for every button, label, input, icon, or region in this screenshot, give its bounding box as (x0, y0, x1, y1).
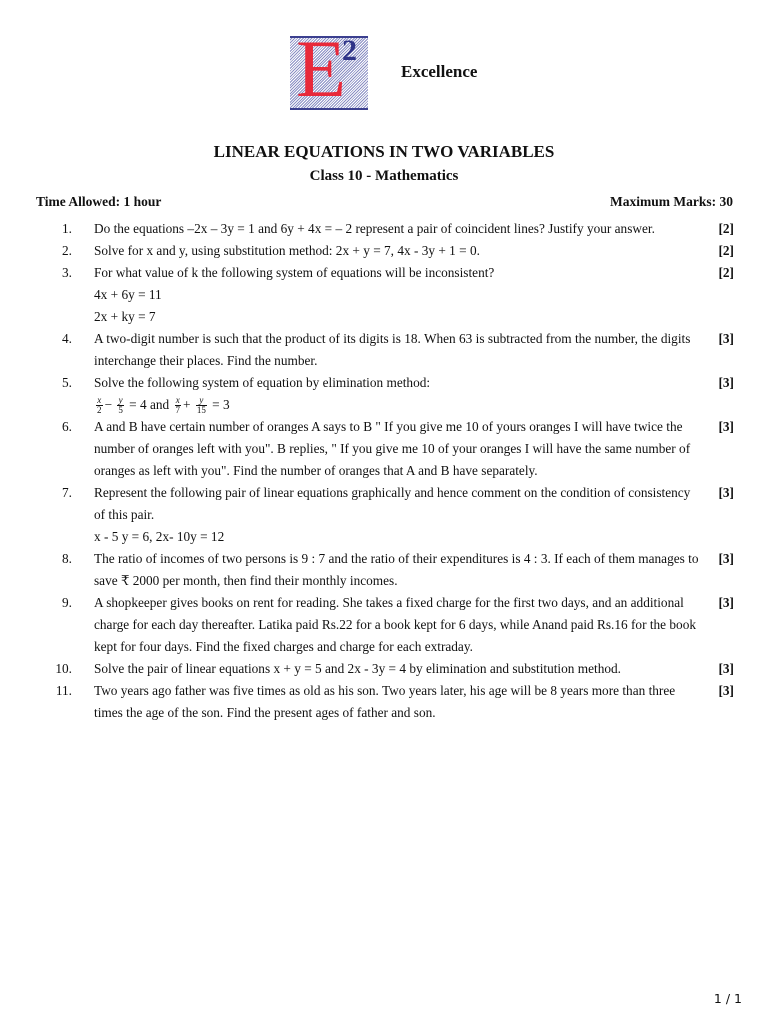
question-10 (36, 658, 734, 680)
question-marks: [3] (718, 551, 734, 566)
fraction: $\frac{x}{2}$ (97, 395, 102, 416)
question-text: Do the equations –2x – 3y = 1 and 6y + 4x = – 2 represent a pair of coincident lines? Justify your answer. (94, 221, 655, 236)
question-text: Two years ago father was five times as old as his son. Two years later, his age will be 8 years more than three times the age of the son. Find the present ages of father and son. (94, 683, 676, 720)
question-7 (36, 482, 734, 548)
question-text: A two-digit number is such that the product of its digits is 18. When 63 is subtracted from the number, the digits interchange their places. Find the number. (94, 331, 691, 368)
question-number: 7. (62, 485, 72, 500)
question-marks: [3] (718, 331, 734, 346)
equation-line: x - 5 y = 6, 2x- 10y = 12 (94, 529, 225, 544)
question-8 (36, 548, 734, 592)
question-number: 9. (62, 595, 72, 610)
math-operator: + (183, 397, 191, 412)
question-body (94, 482, 704, 548)
question-marks: [2] (718, 265, 734, 280)
question-number: 2. (62, 243, 72, 258)
math-equals: = 4 (129, 397, 147, 412)
question-1 (36, 218, 734, 240)
equation-line: 2x + ky = 7 (94, 309, 156, 324)
question-text: A and B have certain number of oranges A says to B " If you give me 10 of yours oranges I will have twice the number of oranges left with you". B replies, " If you give me 10 of your oranges I will have the same number of oranges as left with you". Find the number of oranges that A and B have separately. (94, 419, 691, 478)
document-subtitle: Class 10 - Mathematics (309, 168, 459, 184)
question-marks: [3] (718, 683, 734, 698)
question-text: Represent the following pair of linear equations graphically and hence comment on the condition of consistency of this pair. (94, 485, 691, 522)
question-list (36, 218, 734, 724)
question-5 (36, 372, 734, 416)
fraction: $\frac{y}{5}$ (118, 395, 123, 416)
question-body (94, 262, 704, 328)
question-number: 8. (62, 551, 72, 566)
fraction: $\frac{x}{7}$ (175, 395, 180, 416)
question-number: 5. (62, 375, 72, 390)
question-text: The ratio of incomes of two persons is 9 : 7 and the ratio of their expenditures is 4 : 3. If each of them manages to save ₹ 2000 per month, then find their monthly incomes. (94, 551, 699, 588)
question-number: 3. (62, 265, 72, 280)
page-number: 1 / 1 (713, 991, 742, 1006)
question-marks: [3] (718, 419, 734, 434)
math-equations (94, 394, 704, 416)
document-title: LINEAR EQUATIONS IN TWO VARIABLES (213, 142, 555, 161)
question-4 (36, 328, 734, 372)
question-2 (36, 240, 734, 262)
maximum-marks: Maximum Marks: 30 (610, 194, 733, 209)
question-marks: [3] (718, 595, 734, 610)
question-11 (36, 680, 734, 724)
math-conjunction: and (149, 397, 170, 412)
question-text: For what value of k the following system of equations will be inconsistent? (94, 265, 495, 280)
question-number: 1. (62, 221, 72, 236)
question-6 (36, 416, 734, 482)
time-allowed: Time Allowed: 1 hour (36, 194, 162, 209)
logo-letter: E (296, 36, 347, 110)
question-marks: [3] (718, 661, 734, 676)
question-number: 11. (55, 683, 72, 698)
question-marks: [3] (718, 375, 734, 390)
question-body (94, 372, 704, 416)
math-equals: = 3 (212, 397, 230, 412)
question-text: Solve for x and y, using substitution method: 2x + y = 7, 4x - 3y + 1 = 0. (94, 243, 480, 258)
question-3 (36, 262, 734, 328)
question-number: 6. (62, 419, 72, 434)
excellence-logo (290, 36, 368, 110)
question-marks: [3] (718, 485, 734, 500)
question-number: 10. (55, 661, 72, 676)
fraction: $\frac{y}{15}$ (196, 395, 206, 416)
question-9 (36, 592, 734, 658)
question-number: 4. (62, 331, 72, 346)
question-marks: [2] (718, 243, 734, 258)
brand-name: Excellence (401, 62, 478, 81)
question-text: Solve the pair of linear equations x + y = 5 and 2x - 3y = 4 by elimination and substitution method. (94, 661, 621, 676)
question-marks: [2] (718, 221, 734, 236)
question-text: Solve the following system of equation by elimination method: (94, 375, 431, 390)
question-text: A shopkeeper gives books on rent for reading. She takes a fixed charge for the first two days, and an additional charge for each day thereafter. Latika paid Rs.22 for a book kept for 6 days, while Anand paid Rs.16 for the book kept for four days. Find the fixed charges and charge for each extraday. (94, 595, 696, 654)
math-operator: − (104, 397, 112, 412)
equation-line: 4x + 6y = 11 (94, 287, 162, 302)
logo-superscript: 2 (342, 36, 357, 67)
